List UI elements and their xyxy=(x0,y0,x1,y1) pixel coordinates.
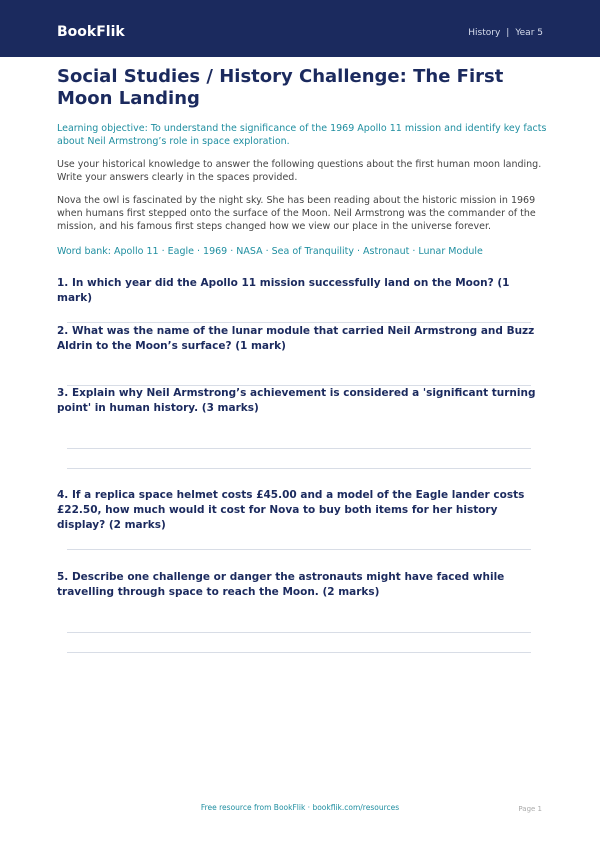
page-title: Social Studies / History Challenge: The First Moon Landing xyxy=(57,66,504,109)
question-3: 3. Explain why Neil Armstrong’s achievement is considered a 'significant turning point' in human history. (3 marks) xyxy=(57,387,536,414)
answer-line-4[interactable] xyxy=(67,549,531,550)
answer-line-1[interactable] xyxy=(67,322,531,323)
answer-line-3a[interactable] xyxy=(67,448,531,449)
question-1: 1. In which year did the Apollo 11 mission successfully land on the Moon? (1 mark) xyxy=(57,277,510,304)
header-separator: | xyxy=(506,28,510,38)
question-5: 5. Describe one challenge or danger the astronauts might have faced while travelling through space to reach the Moon. (2 marks) xyxy=(57,571,505,598)
instructions-paragraph: Use your historical knowledge to answer the following questions about the first human moon landing. Write your answers clearly in the spaces provided. xyxy=(57,159,542,183)
word-bank: Word bank: Apollo 11 · Eagle · 1969 · NASA · Sea of Tranquility · Astronaut · Lunar Module xyxy=(57,246,483,257)
header-bar xyxy=(0,0,600,57)
question-4: 4. If a replica space helmet costs £45.00 and a model of the Eagle lander costs £22.50, how much would it cost for Nova to buy both items for her history display? (2 marks) xyxy=(57,489,525,531)
learning-objective: Learning objective: To understand the significance of the 1969 Apollo 11 mission and identify key facts about Neil Armstrong’s role in space exploration. xyxy=(57,123,547,147)
year-label: Year 5 xyxy=(515,28,543,38)
page-number: Page 1 xyxy=(518,805,542,813)
answer-line-5a[interactable] xyxy=(67,632,531,633)
story-paragraph: Nova the owl is fascinated by the night sky. She has been reading about the historic mission in 1969 when humans first stepped onto the surface of the Moon. Neil Armstrong was the commander of the mission, and his famous first steps changed how we view our place in the universe forever. xyxy=(57,195,536,232)
subject-label: History xyxy=(468,28,501,38)
answer-line-5b[interactable] xyxy=(67,652,531,653)
answer-line-3b[interactable] xyxy=(67,468,531,469)
question-2: 2. What was the name of the lunar module that carried Neil Armstrong and Buzz Aldrin to the Moon’s surface? (1 mark) xyxy=(57,325,535,352)
subject-year-label xyxy=(468,27,543,39)
brand-logo-text: BookFlik xyxy=(57,24,125,40)
footer-link[interactable]: Free resource from BookFlik · bookflik.com/resources xyxy=(200,803,400,812)
